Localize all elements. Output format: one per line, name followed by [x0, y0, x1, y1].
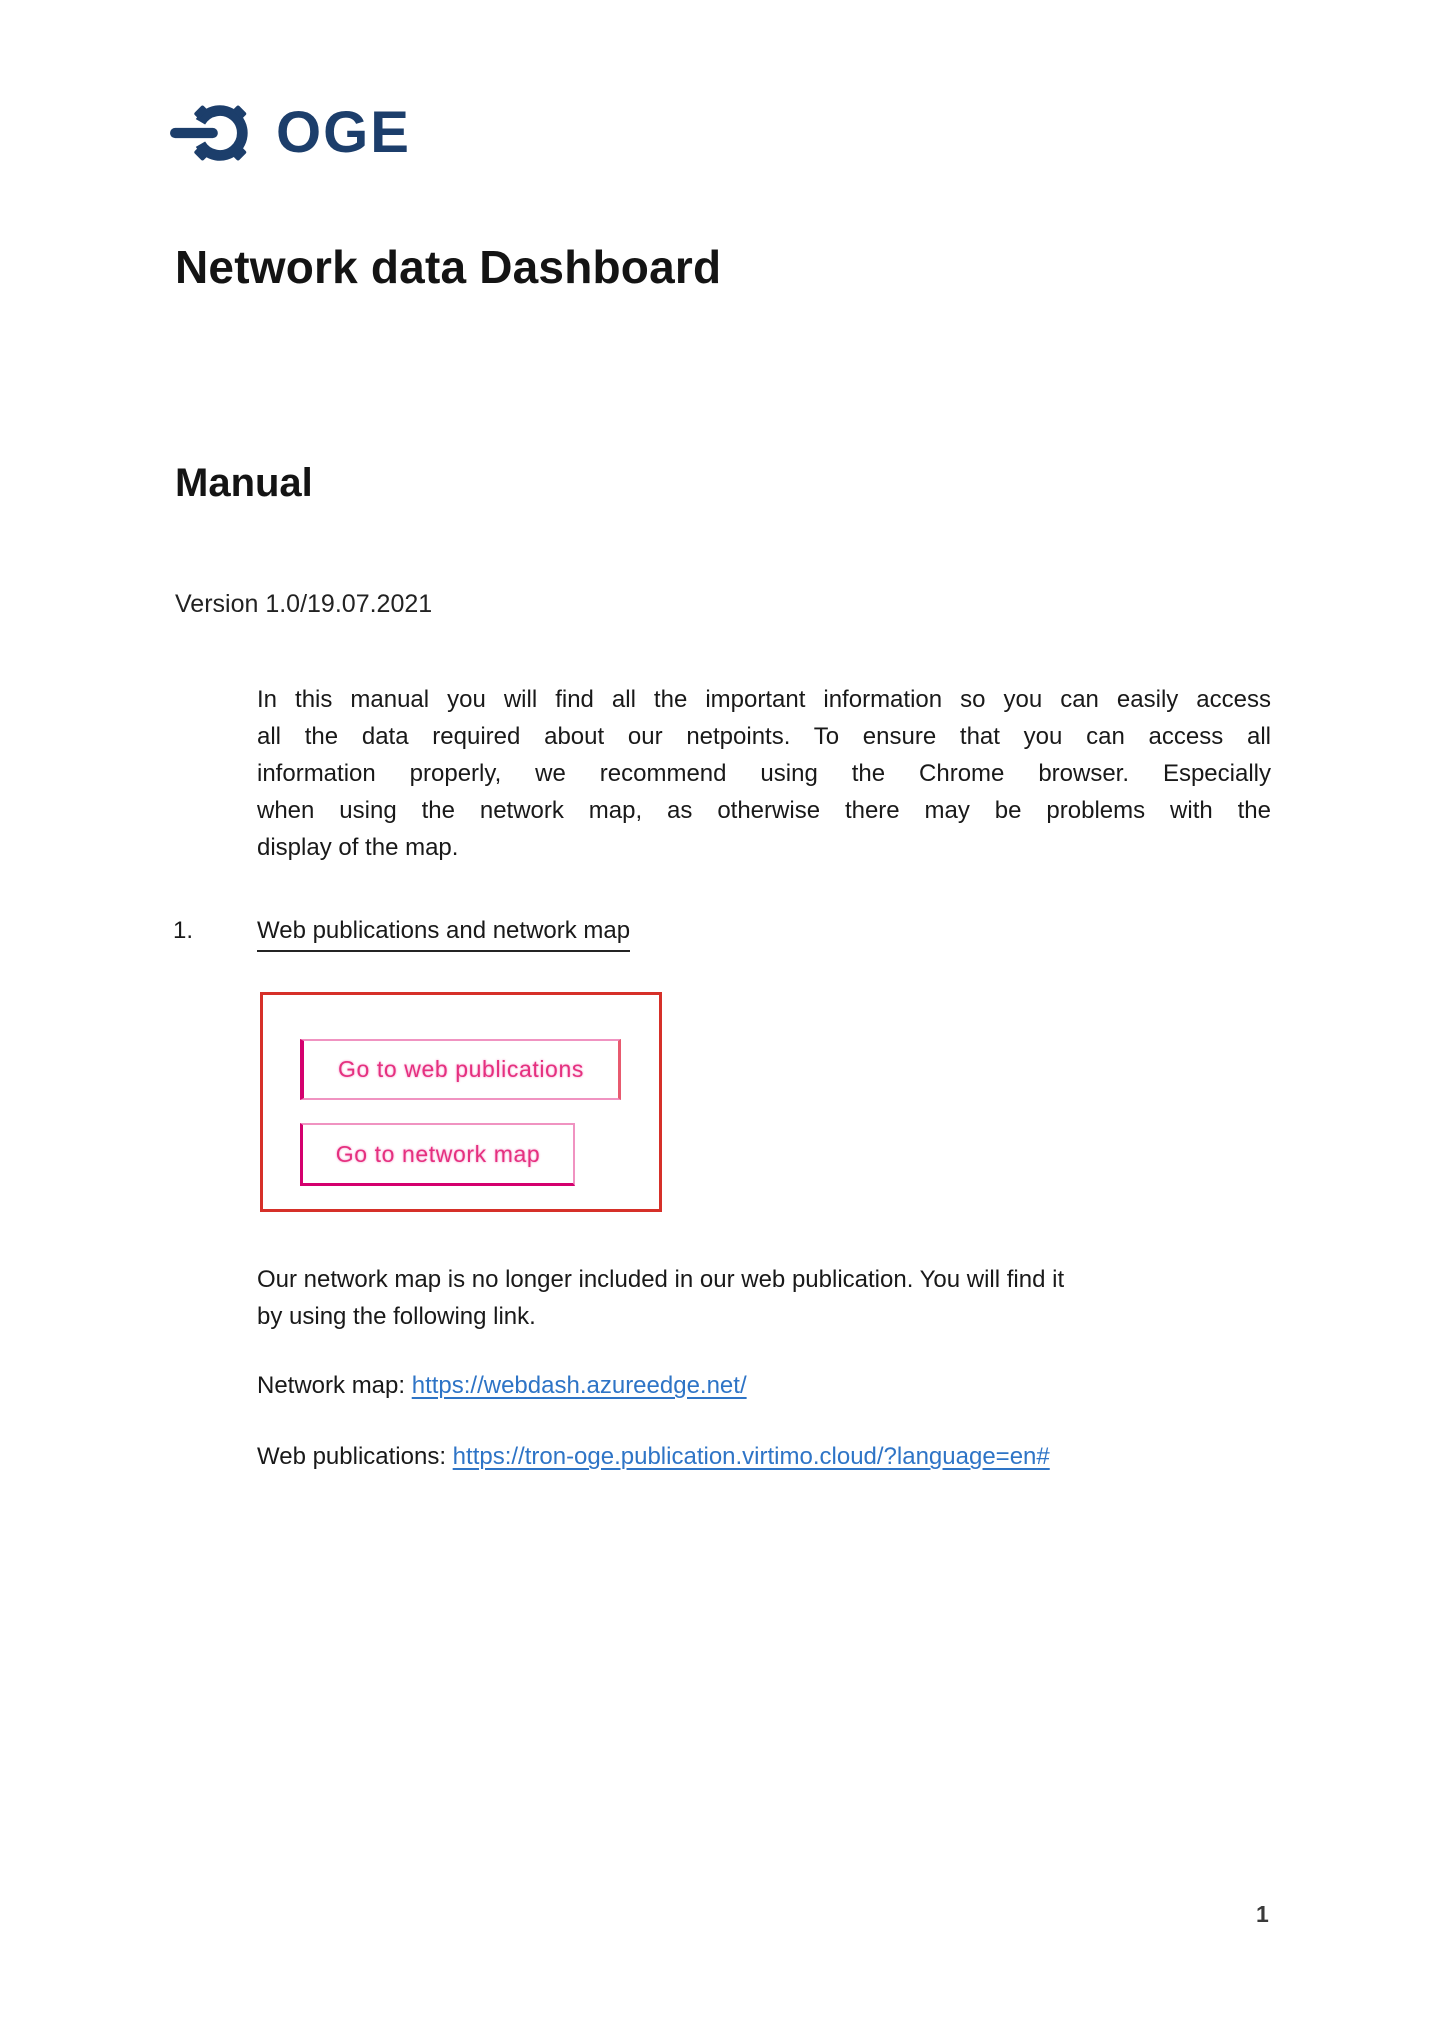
- network-map-link-row: [257, 1371, 747, 1401]
- intro-line: all the data required about our netpoints. To ensure that you can access all: [257, 723, 1271, 750]
- web-publications-label: Web publications:: [257, 1443, 453, 1470]
- section-heading-text: Web publications and network map: [257, 916, 630, 952]
- section-heading: [257, 916, 630, 952]
- intro-line: In this manual you will find all the important information so you can easily access: [257, 686, 1271, 713]
- page-title: Network data Dashboard: [175, 241, 722, 293]
- go-to-network-map-button[interactable]: Go to network map: [300, 1123, 575, 1186]
- version-line: Version 1.0/19.07.2021: [175, 590, 433, 618]
- intro-line: display of the map.: [257, 834, 459, 861]
- intro-paragraph: [257, 681, 1271, 866]
- section-number: 1.: [173, 917, 194, 944]
- network-map-label: Network map:: [257, 1372, 412, 1399]
- note-paragraph: [257, 1261, 1271, 1335]
- intro-line: when using the network map, as otherwise there may be problems with the: [257, 797, 1271, 824]
- web-publications-link-row: [257, 1442, 1050, 1472]
- intro-line: information properly, we recommend using the Chrome browser. Especially: [257, 760, 1271, 787]
- manual-heading: Manual: [175, 461, 313, 505]
- oge-pipe-icon: [170, 94, 252, 172]
- network-map-link[interactable]: https://webdash.azureedge.net/: [411, 1372, 747, 1399]
- note-line: by using the following link.: [257, 1303, 536, 1330]
- go-to-web-publications-button[interactable]: Go to web publications: [300, 1039, 621, 1100]
- buttons-screenshot-figure: [260, 992, 662, 1212]
- note-line: Our network map is no longer included in our web publication. You will find it: [257, 1266, 1065, 1293]
- page-number: 1: [1256, 1901, 1269, 1927]
- oge-logo-text: OGE: [276, 100, 411, 165]
- web-publications-link[interactable]: https://tron-oge.publication.virtimo.cloud/?language=en#: [452, 1443, 1050, 1470]
- oge-logo: [170, 94, 411, 172]
